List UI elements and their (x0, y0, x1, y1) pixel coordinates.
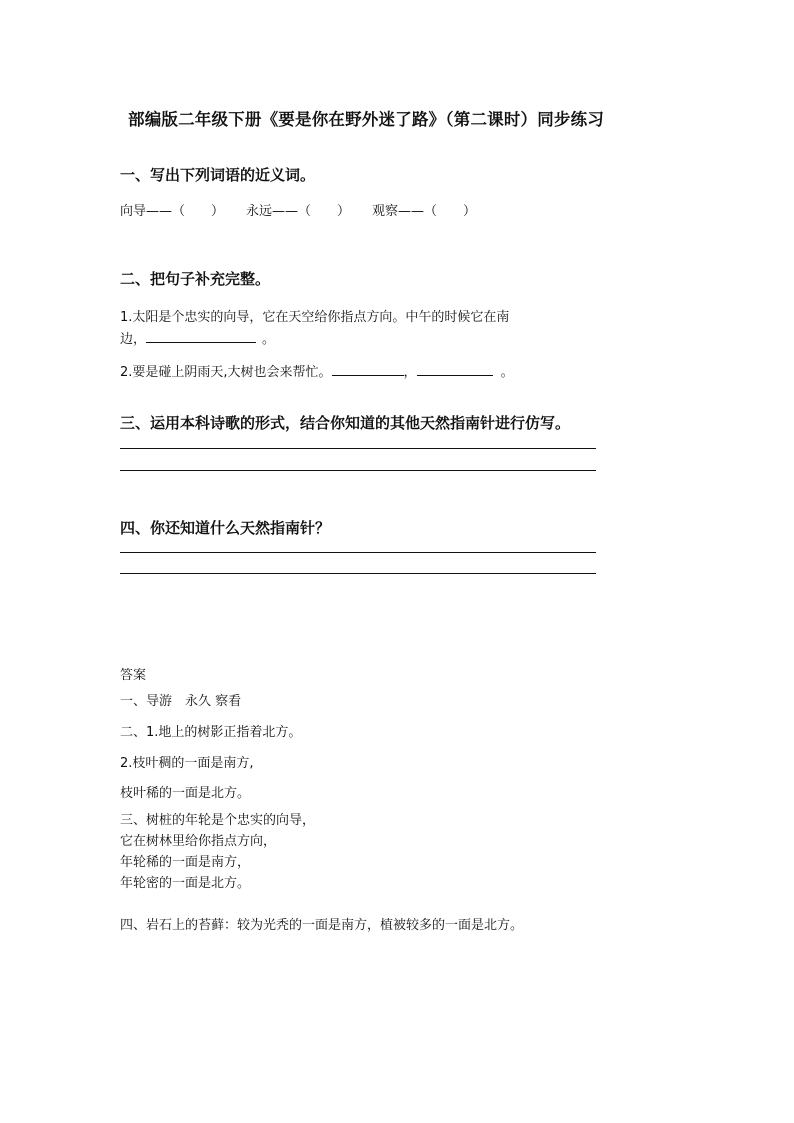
answer-blank-2[interactable] (332, 363, 404, 376)
synonym-item-3: 观察——（ ） (372, 204, 477, 219)
answer-3-line4: 年轮密的一面是北方。 (120, 876, 251, 891)
writing-line-4-1[interactable] (120, 552, 596, 553)
answer-3-line3: 年轮稀的一面是南方， (120, 855, 251, 870)
section4-heading: 四、你还知道什么天然指南针？ (120, 519, 331, 537)
writing-line-3-2[interactable] (120, 470, 596, 471)
question-2-2-end: 。 (500, 365, 514, 380)
question-2-1-line2 (120, 328, 275, 347)
question-2-2 (120, 361, 514, 380)
question-2-1-end: 。 (262, 332, 276, 347)
writing-line-3-1[interactable] (120, 448, 596, 449)
section3-heading: 三、运用本科诗歌的形式，结合你知道的其他天然指南针进行仿写。 (120, 414, 571, 432)
answer-2-2a: 2.枝叶稠的一面是南方, (120, 756, 254, 771)
question-2-1-line1: 1.太阳是个忠实的向导，它在天空给你指点方向。中午的时候它在南 (120, 310, 510, 325)
answer-3-line1: 三、树桩的年轮是个忠实的向导， (120, 813, 316, 828)
section2-heading: 二、把句子补充完整。 (120, 270, 271, 288)
answer-1: 一、导游 永久 察看 (120, 694, 242, 709)
answer-blank-3[interactable] (417, 363, 493, 376)
question-2-1-prefix: 边， (120, 332, 147, 347)
answer-2-1: 二、1.地上的树影正指着北方。 (120, 725, 302, 740)
answer-4: 四、岩石上的苔藓：较为光秃的一面是南方，植被较多的一面是北方。 (120, 918, 524, 933)
answer-3-line2: 它在树林里给你指点方向， (120, 834, 277, 849)
writing-line-4-2[interactable] (120, 573, 596, 574)
page-title: 部编版二年级下册《要是你在野外迷了路》（第二课时）同步练习 (128, 110, 605, 129)
section1-heading: 一、写出下列词语的近义词。 (120, 166, 316, 184)
answers-label: 答案 (120, 668, 147, 683)
question-2-2-comma: ， (403, 365, 417, 380)
answer-blank-1[interactable] (146, 330, 256, 343)
answer-2-2b: 枝叶稀的一面是北方。 (120, 786, 251, 801)
synonym-item-2: 永远——（ ） (246, 204, 351, 219)
question-2-2-prefix: 2.要是碰上阴雨天,大树也会来帮忙。 (120, 365, 332, 380)
synonym-item-1: 向导——（ ） (120, 204, 225, 219)
